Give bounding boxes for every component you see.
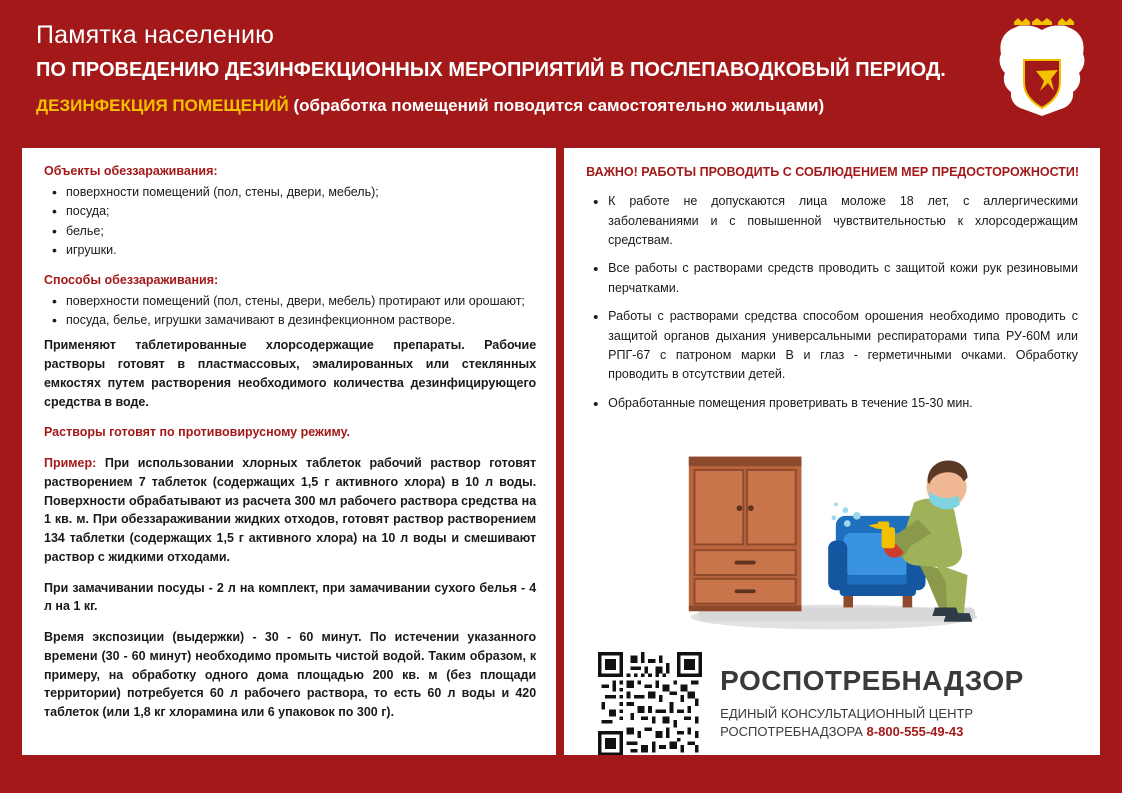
methods-heading: Способы обеззараживания: bbox=[44, 272, 219, 287]
objects-heading: Объекты обеззараживания: bbox=[44, 164, 218, 178]
list-item: • поверхности помещений (пол, стены, двери, мебель) протирают или орошают; bbox=[66, 292, 536, 311]
list-item: • К работе не допускаются лица моложе 18 лет, с аллергическими заболеваниями и с повышенной чувствительностью к хлорсодержащим средствам. bbox=[608, 192, 1078, 250]
list-item: • белье; bbox=[66, 222, 536, 241]
header-line-3-highlight: ДЕЗИНФЕКЦИЯ ПОМЕЩЕНИЙ bbox=[36, 95, 289, 115]
precautions-list bbox=[564, 192, 1100, 422]
list-item: • посуда, белье, игрушки замачивают в дезинфекционном растворе. bbox=[66, 311, 536, 330]
poster-header bbox=[0, 0, 1122, 148]
left-panel bbox=[22, 148, 556, 755]
example-label: Пример: bbox=[44, 456, 97, 470]
brand-subtitle-line-2 bbox=[720, 723, 1082, 741]
precautions-heading: ВАЖНО! РАБОТЫ ПРОВОДИТЬ С СОБЛЮДЕНИЕМ МЕР ПРЕДОСТОРОЖНОСТИ! bbox=[586, 165, 1080, 179]
preparations-paragraph: Применяют таблетированные хлорсодержащие препараты. Рабочие растворы готовят в пластмассовых, эмалированных или стеклянных емкостях путем растворения необходимого количества дезинфицирующего средства в воде. bbox=[44, 338, 537, 409]
footer-block bbox=[564, 638, 1100, 755]
brand-subtitle-line-2-text: РОСПОТРЕБНАДЗОРА bbox=[720, 724, 863, 739]
example-paragraph bbox=[44, 454, 536, 567]
person-spraying-disinfectant-illustration bbox=[564, 428, 1100, 638]
brand-subtitle bbox=[720, 705, 1082, 740]
brand-block bbox=[720, 667, 1082, 740]
regime-note: Растворы готовят по противовирусному режиму. bbox=[44, 425, 350, 440]
header-line-3 bbox=[36, 96, 1092, 116]
right-panel bbox=[564, 148, 1100, 755]
hotline-phone[interactable]: 8-800-555-49-43 bbox=[866, 724, 964, 739]
soaking-paragraph: При замачивании посуды - 2 л на комплект, при замачивании сухого белья - 4 л на 1 кг. bbox=[44, 580, 537, 614]
poster-body bbox=[22, 148, 1100, 755]
russia-coat-of-arms-icon bbox=[996, 16, 1088, 134]
objects-list bbox=[44, 183, 536, 261]
header-line-1: Памятка населению bbox=[36, 21, 275, 49]
list-item: • Обработанные помещения проветривать в течение 15-30 мин. bbox=[608, 394, 1078, 413]
bottom-strip bbox=[0, 755, 1122, 793]
list-item: • игрушки. bbox=[66, 241, 536, 260]
header-line-2: ПО ПРОВЕДЕНИЮ ДЕЗИНФЕКЦИОННЫХ МЕРОПРИЯТИЙ В ПОСЛЕПАВОДКОВЫЙ ПЕРИОД. bbox=[36, 58, 946, 81]
list-item: • поверхности помещений (пол, стены, двери, мебель); bbox=[66, 183, 536, 202]
list-item: • посуда; bbox=[66, 202, 536, 221]
brand-subtitle-line-1: ЕДИНЫЙ КОНСУЛЬТАЦИОННЫЙ ЦЕНТР bbox=[720, 706, 974, 722]
methods-list bbox=[44, 292, 536, 331]
brand-title: РОСПОТРЕБНАДЗОР bbox=[720, 665, 1024, 697]
qr-code[interactable] bbox=[598, 652, 702, 755]
exposure-paragraph: Время экспозиции (выдержки) - 30 - 60 минут. По истечении указанного времени (30 - 60 минут) необходимо промыть чистой водой. Таким образом, к примеру, на обработку одного дома площадью 200 кв. м (без площади территории) потребуется 60 л рабочего раствора, то есть 60 л воды и 420 таблеток (или 1,8 кг хлорамина или 6 упаковок по 300 г). bbox=[44, 630, 537, 719]
list-item: • Работы с растворами средства способом орошения необходимо проводить с защитой органов дыхания универсальными респираторами типа РУ-60М или РПГ-67 с патроном марки В и глаз - герметичными очками. Обработку проводить в отсутствии детей. bbox=[608, 307, 1078, 385]
example-text: При использовании хлорных таблеток рабочий раствор готовят растворением 7 таблеток (содержащих 1,5 г активного хлора) в 10 л воды. Поверхности обрабатывают из расчета 300 мл рабочего раствора средства на 1 кв. м. При обеззараживании жидких отходов, готовят раствор растворением 134 таблетки (содержащих 1,5 г активного хлора) на 10 л воды и смешивают раствор с жидкими отходами. bbox=[44, 456, 537, 564]
list-item: • Все работы с растворами средств проводить с защитой кожи рук резиновыми перчатками. bbox=[608, 259, 1078, 298]
header-line-3-rest: (обработка помещений поводится самостоятельно жильцами) bbox=[293, 95, 825, 115]
